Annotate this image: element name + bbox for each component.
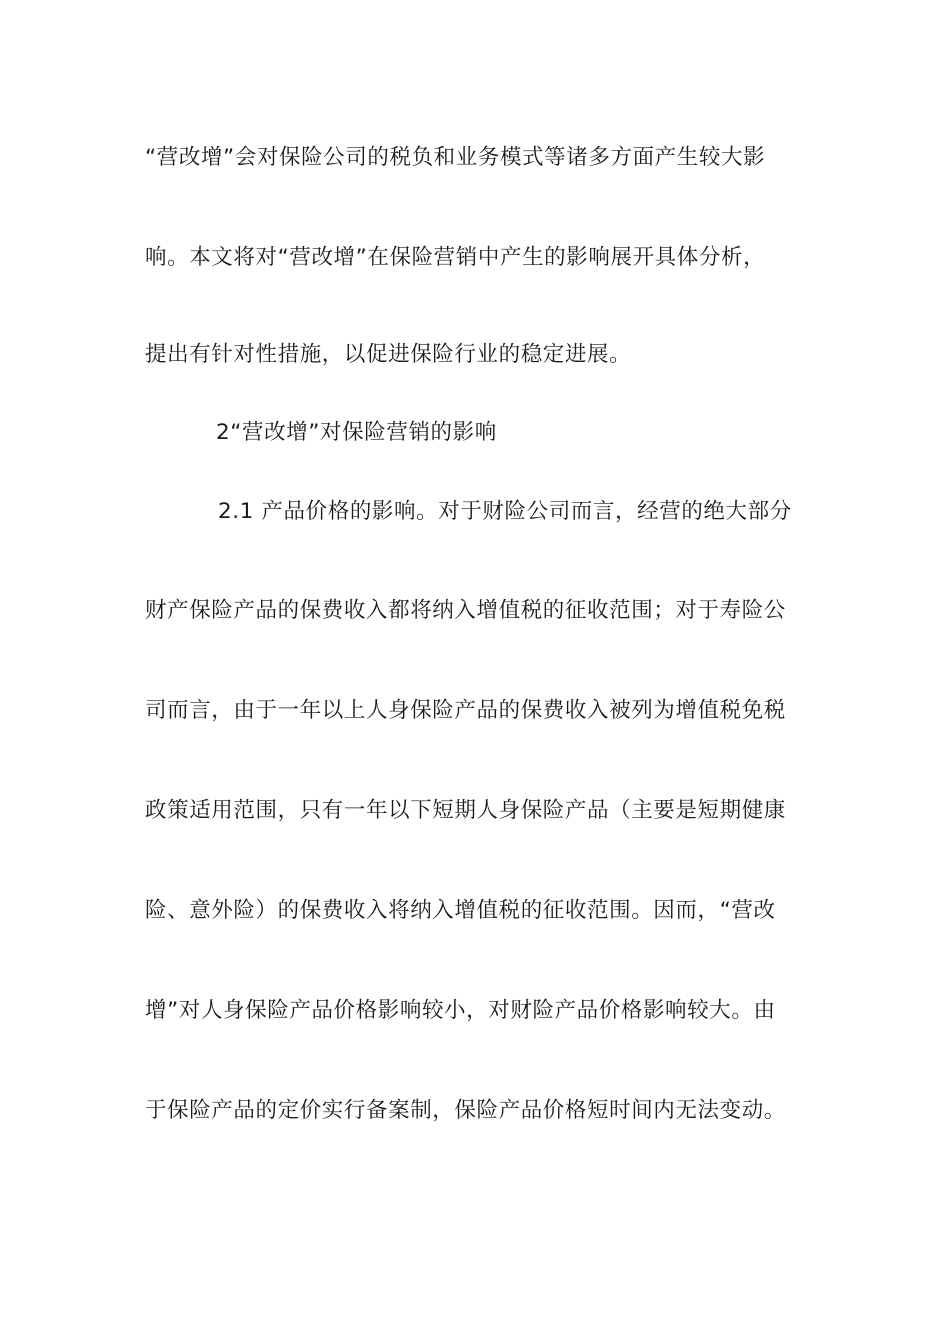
intro-line-2: 响。本文将对“营改增”在保险营销中产生的影响展开具体分析， — [145, 245, 766, 270]
section-line-6: 增”对人身保险产品价格影响较小，对财险产品价格影响较大。由 — [145, 998, 776, 1023]
section-line-7: 于保险产品的定价实行备案制，保险产品价格短时间内无法变动。 — [145, 1098, 786, 1123]
section-line-4: 政策适用范围，只有一年以下短期人身保险产品（主要是短期健康 — [145, 798, 786, 823]
section-heading: 2“营改增”对保险营销的影响 — [216, 420, 497, 445]
intro-line-1: “营改增”会对保险公司的税负和业务模式等诸多方面产生较大影 — [145, 145, 766, 170]
section-line-5: 险、意外险）的保费收入将纳入增值税的征收范围。因而，“营改 — [145, 898, 776, 923]
intro-line-3: 提出有针对性措施，以促进保险行业的稳定进展。 — [145, 342, 632, 367]
section-line-2: 财产保险产品的保费收入都将纳入增值税的征收范围；对于寿险公 — [145, 598, 786, 623]
section-line-1: 2.1 产品价格的影响。对于财险公司而言，经营的绝大部分 — [218, 499, 792, 524]
section-line-3: 司而言，由于一年以上人身保险产品的保费收入被列为增值税免税 — [145, 698, 786, 723]
